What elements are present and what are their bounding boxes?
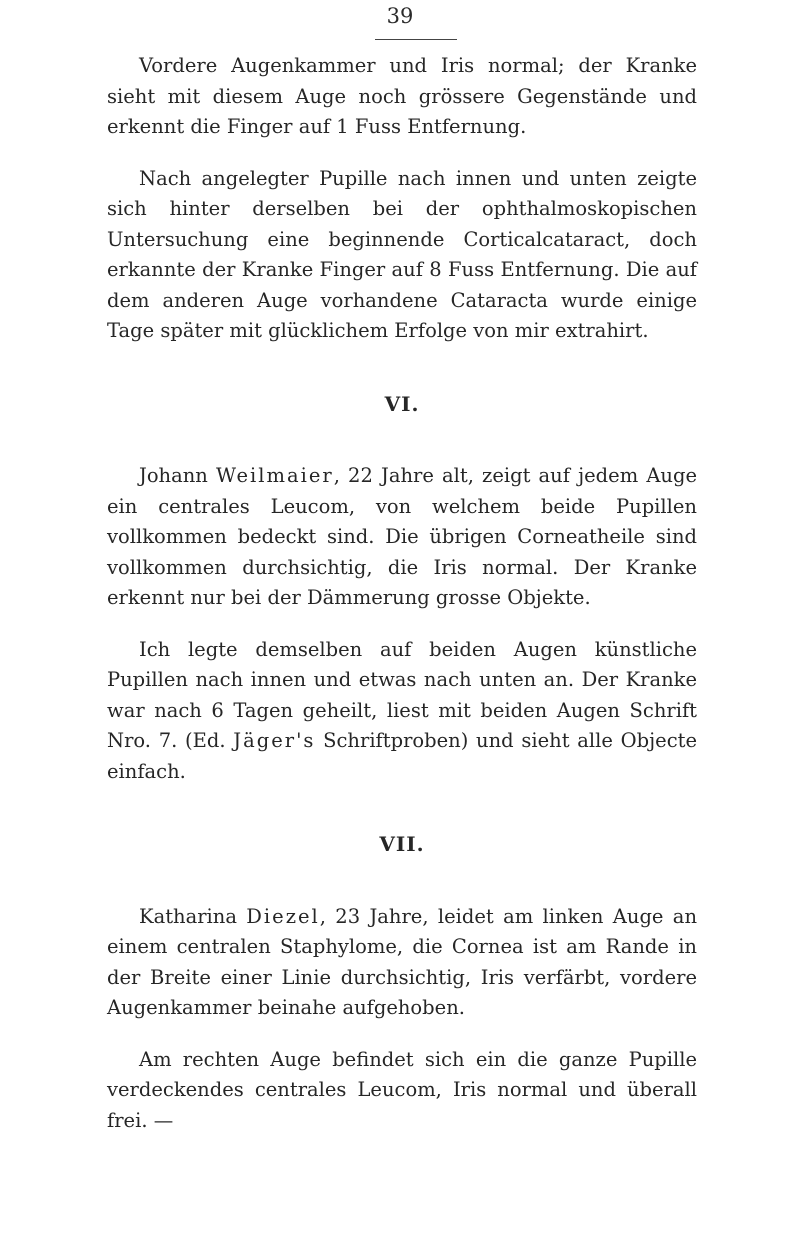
paragraph: [107, 635, 697, 788]
paragraph-text: Schriftproben) und sieht alle Objecte einfach.: [107, 729, 697, 783]
paragraph-text: Am rechten Auge befindet sich ein die ganze Pupille verdeckendes centrales Leucom, Iris normal und überall frei. —: [107, 1047, 697, 1132]
paragraph-text: , 22 Jahre alt, zeigt auf jedem Auge ein centrales Leucom, von welchem beide Pupillen vollkommen bedeckt sind. Die übrigen Corneatheile sind vollkommen durchsichtig, die Iris normal. Der Kranke erkennt nur bei der Dämmerung grosse Objekte.: [107, 464, 698, 609]
case-heading: VI.: [384, 391, 420, 416]
body-text: [107, 51, 697, 1157]
paragraph-text: , 23 Jahre, leidet am linken Auge an einem centralen Staphylome, die Cornea ist am Rande in der Breite einer Linie durchsichtig, Iris verfärbt, vordere Augenkammer beinahe aufgehoben.: [107, 904, 697, 1019]
paragraph: [107, 461, 697, 614]
paragraph-text: Johann: [139, 464, 217, 487]
paragraph-text: Vordere Augenkammer und Iris normal; der Kranke sieht mit diesem Auge noch grössere Gegenstände und erkennt die Finger auf 1 Fuss Entfernung.: [107, 54, 697, 138]
page-number: 39: [386, 4, 414, 28]
paragraph-text: Katharina: [139, 904, 247, 928]
page-number-rule: [375, 39, 457, 40]
paragraph: [107, 164, 697, 347]
paragraph-text: Ich legte demselben auf beiden Augen künstliche Pupillen nach innen und etwas nach unten an. Der Kranke war nach 6 Tagen geheilt, liest mit beiden Augen Schrift Nro. 7. (Ed.: [107, 637, 697, 752]
author-name: Jäger's: [233, 729, 316, 752]
patient-name: Weilmaier: [216, 464, 334, 487]
case-heading: VII.: [379, 832, 425, 856]
paragraph: [107, 51, 697, 143]
paragraph: [107, 902, 697, 1024]
patient-name: Diezel: [246, 904, 320, 928]
paragraph: [107, 1045, 697, 1137]
paragraph-text: Nach angelegter Pupille nach innen und unten zeigte sich hinter derselben bei der ophthalmoskopischen Untersuchung eine beginnende Corticalcataract, doch erkannte der Kranke Finger auf 8 Fuss Entfernung. Die auf dem anderen Auge vorhandene Cataracta wurde einige Tage später mit glücklichem Erfolge von mir extrahirt.: [107, 166, 697, 342]
